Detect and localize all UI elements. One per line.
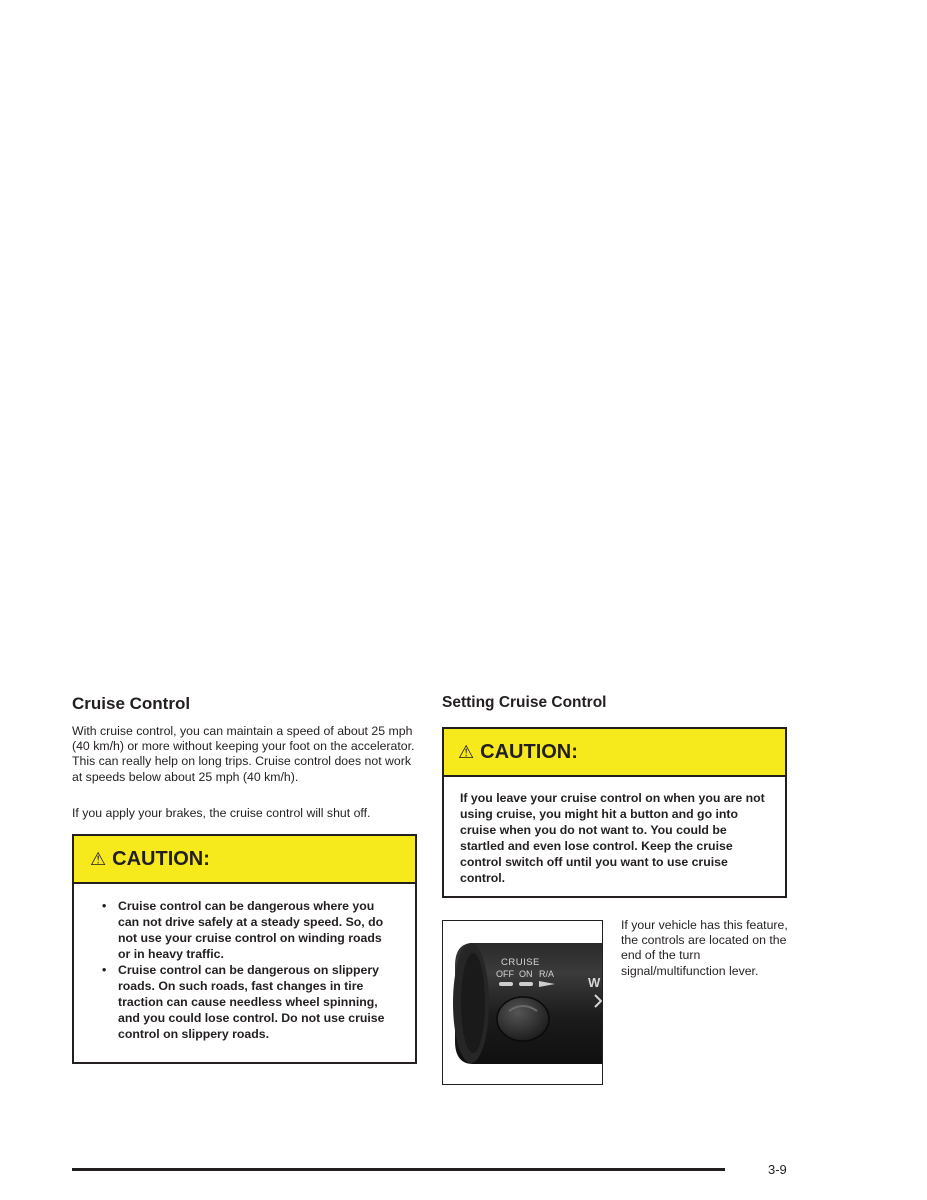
caution-bullet-list bbox=[100, 898, 397, 1042]
lever-position-off: OFF bbox=[496, 969, 514, 979]
caution-header bbox=[444, 729, 785, 777]
lever-label-cruise: CRUISE bbox=[501, 957, 540, 968]
section-heading-cruise-control: Cruise Control bbox=[72, 694, 191, 713]
footer-rule bbox=[72, 1168, 725, 1171]
section-heading-setting-cruise-control: Setting Cruise Control bbox=[442, 694, 607, 711]
warning-triangle-icon: ⚠ bbox=[458, 742, 475, 762]
caution-box-right bbox=[442, 727, 787, 898]
lever-illustration bbox=[443, 921, 603, 1085]
caution-header bbox=[74, 836, 415, 884]
warning-triangle-icon: ⚠ bbox=[90, 849, 107, 869]
caution-bullet: • Cruise control can be dangerous where you can not drive safely at a steady speed. So, do not use your cruise control on winding roads or in heavy traffic. bbox=[100, 898, 397, 962]
caution-box-left bbox=[72, 834, 417, 1064]
caution-title: CAUTION: bbox=[480, 740, 578, 763]
caution-title: CAUTION: bbox=[112, 847, 210, 870]
intro-paragraph: With cruise control, you can maintain a speed of about 25 mph (40 km/h) or more without keeping your foot on the accelerator. This can really help on long trips. Cruise control does not work at speeds below about 25 mph (40 km/h). bbox=[72, 724, 415, 784]
controls-location-paragraph: If your vehicle has this feature, the controls are located on the end of the turn signal/multifunction lever. bbox=[621, 918, 788, 978]
brakes-paragraph: If you apply your brakes, the cruise control will shut off. bbox=[72, 806, 371, 820]
caution-bullet: • Cruise control can be dangerous on slippery roads. On such roads, fast changes in tire traction can cause needless wheel spinning, and you could lose control. Do not use cruise control on slippery roads. bbox=[100, 962, 397, 1042]
caution-body: If you leave your cruise control on when you are not using cruise, you might hit a button and go into cruise when you do not want to. You could be startled and even lose control. Keep the cruise control switch off until you want to use cruise control. bbox=[460, 791, 765, 885]
cruise-control-lever-photo bbox=[442, 920, 603, 1085]
on-indicator bbox=[519, 982, 533, 986]
lever-edge-letter: W bbox=[588, 975, 601, 990]
page-number: 3-9 bbox=[768, 1162, 787, 1177]
off-indicator bbox=[499, 982, 513, 986]
cruise-slider-knob bbox=[497, 997, 549, 1041]
caution-body bbox=[74, 884, 415, 1042]
lever-position-on: ON bbox=[519, 969, 533, 979]
lever-position-ra: R/A bbox=[539, 969, 555, 979]
